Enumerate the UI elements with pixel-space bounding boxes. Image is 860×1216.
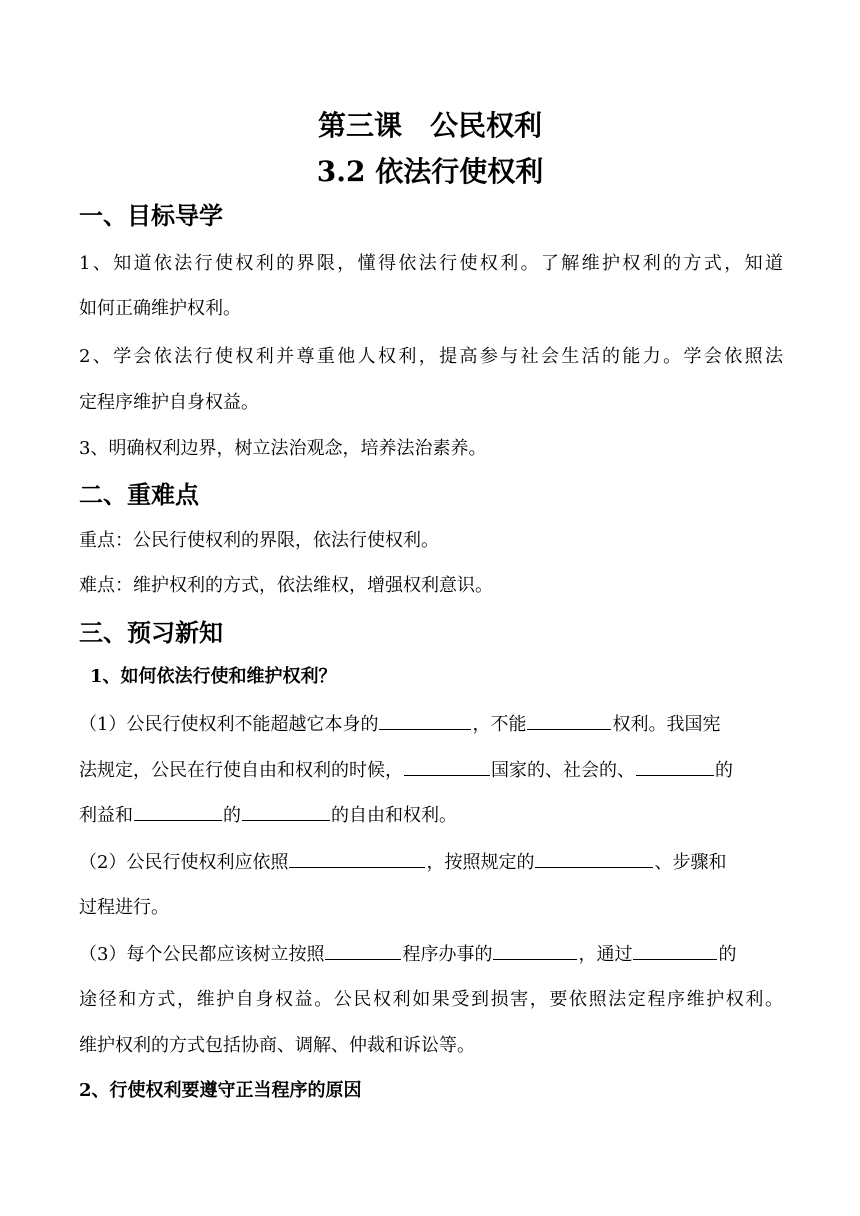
objective-line-4: 定程序维护自身权益。 bbox=[79, 392, 259, 413]
question-1-heading: 1、如何依法行使和维护权利？ bbox=[90, 666, 337, 687]
heading-objectives: 一、目标导学 bbox=[79, 202, 223, 230]
objective-line-3: 2、学会依法行使权利并尊重他人权利，提高参与社会生活的能力。学会依照法 bbox=[79, 346, 783, 367]
section-subtitle: 3.2 依法行使权利 bbox=[316, 155, 544, 188]
paragraph-2-line-1: （2）公民行使权利应依照 ，按照规定的 、步骤和 bbox=[79, 849, 783, 876]
fill-blank[interactable] bbox=[134, 802, 222, 821]
lesson-title: 第三课 公民权利 bbox=[317, 109, 542, 142]
paragraph-3-line-1: （3）每个公民都应该树立按照 程序办事的 ，通过 的 bbox=[79, 941, 783, 968]
fill-blank[interactable] bbox=[242, 802, 330, 821]
fill-blank[interactable] bbox=[493, 941, 577, 960]
paragraph-3-line-2: 途径和方式，维护自身权益。公民权利如果受到损害，要依照法定程序维护权利。 bbox=[79, 989, 783, 1010]
objective-line-2: 如何正确维护权利。 bbox=[79, 298, 241, 319]
heading-preview: 三、预习新知 bbox=[79, 619, 223, 647]
paragraph-2-line-2: 过程进行。 bbox=[79, 897, 169, 918]
paragraph-1-line-1: （1）公民行使权利不能超越它本身的 ，不能 权利。我国宪 bbox=[79, 711, 783, 738]
question-2-heading: 2、行使权利要遵守正当程序的原因 bbox=[79, 1080, 362, 1101]
fill-blank[interactable] bbox=[633, 941, 717, 960]
heading-key-points: 二、重难点 bbox=[79, 481, 199, 509]
objective-line-1: 1、知道依法行使权利的界限，懂得依法行使权利。了解维护权利的方式，知道 bbox=[79, 253, 783, 274]
objective-line-5: 3、明确权利边界，树立法治观念，培养法治素养。 bbox=[79, 438, 487, 459]
fill-blank[interactable] bbox=[527, 711, 611, 730]
difficult-point-text: 难点：维护权利的方式，依法维权，增强权利意识。 bbox=[79, 575, 493, 596]
fill-blank[interactable] bbox=[535, 849, 653, 868]
fill-blank[interactable] bbox=[325, 941, 401, 960]
fill-blank[interactable] bbox=[379, 711, 471, 730]
paragraph-1-line-3: 利益和 的 的自由和权利。 bbox=[79, 802, 783, 829]
fill-blank[interactable] bbox=[289, 849, 425, 868]
fill-blank[interactable] bbox=[404, 757, 490, 776]
key-point-text: 重点：公民行使权利的界限，依法行使权利。 bbox=[79, 530, 439, 551]
fill-blank[interactable] bbox=[636, 757, 714, 776]
paragraph-1-line-2: 法规定，公民在行使自由和权利的时候， 国家的、社会的、 的 bbox=[79, 757, 783, 784]
paragraph-3-line-3: 维护权利的方式包括协商、调解、仲裁和诉讼等。 bbox=[79, 1035, 475, 1056]
